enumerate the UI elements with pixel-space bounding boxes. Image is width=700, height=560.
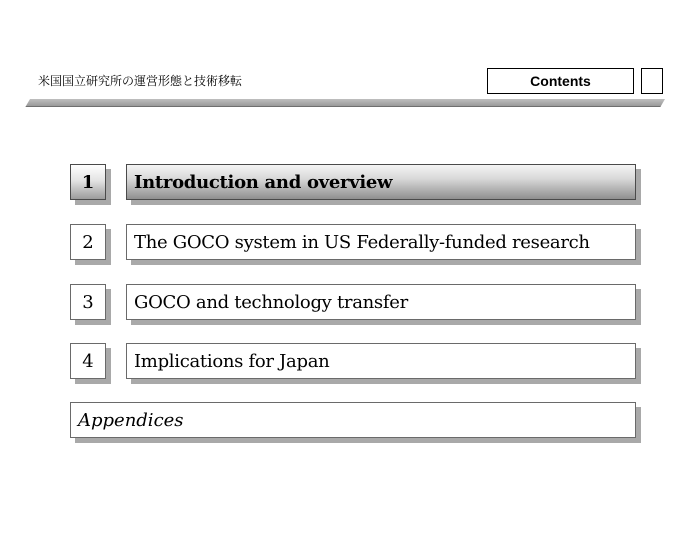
toc-item-1[interactable] xyxy=(0,164,700,204)
toc-appendices[interactable]: Appendices xyxy=(70,402,636,438)
toc-item-4[interactable] xyxy=(0,343,700,383)
toc-item-number: 3 xyxy=(70,284,106,320)
toc-item-number: 4 xyxy=(70,343,106,379)
contents-tab[interactable]: Contents xyxy=(487,68,634,94)
toc-item-title: The GOCO system in US Federally-funded research xyxy=(126,224,636,260)
header-divider xyxy=(25,99,665,107)
toc-item-number: 2 xyxy=(70,224,106,260)
toc-item-3[interactable] xyxy=(0,284,700,324)
toc-item-title: Introduction and overview xyxy=(126,164,636,200)
contents-side-box xyxy=(641,68,663,94)
toc-item-title: Implications for Japan xyxy=(126,343,636,379)
toc-item-2[interactable] xyxy=(0,224,700,264)
header-title: 米国国立研究所の運営形態と技術移転 xyxy=(38,74,243,88)
toc-item-number: 1 xyxy=(70,164,106,200)
toc-item-title: GOCO and technology transfer xyxy=(126,284,636,320)
